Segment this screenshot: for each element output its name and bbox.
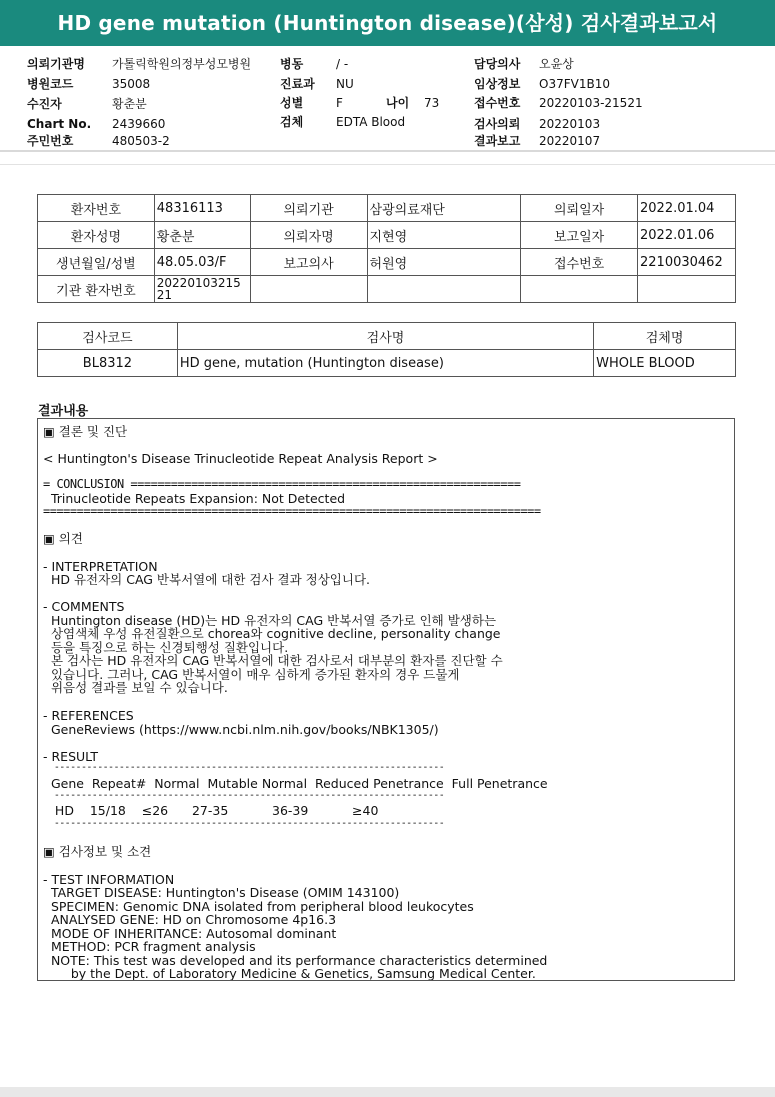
result-report-label: 결과보고 xyxy=(474,134,521,148)
result-line: Huntington disease (HD)는 HD 유전자의 CAG 반복서열 증가로 인해 발생하는 xyxy=(43,613,497,628)
doctor-label: 담당의사 xyxy=(474,57,521,71)
result-line: HD 유전자의 CAG 반복서열에 대한 검사 결과 정상입니다. xyxy=(43,572,371,587)
dept-label: 진료과 xyxy=(280,77,315,91)
age-value: 73 xyxy=(424,96,440,110)
test-cell: HD gene, mutation (Huntington disease) xyxy=(177,350,593,377)
clinical-label: 임상정보 xyxy=(474,77,521,91)
result-line: by the Dept. of Laboratory Medicine & Genetics, Samsung Medical Center. xyxy=(43,966,536,981)
info-cell: 기관 환자번호 xyxy=(38,276,155,303)
result-line: - RESULT xyxy=(43,749,99,764)
result-line: GeneReviews (https://www.ncbi.nlm.nih.gov/books/NBK1305/) xyxy=(43,722,439,737)
info-row xyxy=(38,222,736,249)
info-cell: 접수번호 xyxy=(521,249,638,276)
info-cell: 2210030462 xyxy=(638,249,736,276)
results-box xyxy=(37,418,735,981)
result-line: ▣ 검사정보 및 소견 xyxy=(43,844,152,859)
result-line: MODE OF INHERITANCE: Autosomal dominant xyxy=(43,926,337,941)
test-header-cell: 검사코드 xyxy=(38,323,178,350)
dept-value: NU xyxy=(336,77,354,91)
age-label: 나이 xyxy=(386,96,410,110)
result-line: = CONCLUSION ========================================================== xyxy=(43,477,521,491)
result-line: Trinucleotide Repeats Expansion: Not Detected xyxy=(43,491,346,506)
info-cell: 의뢰일자 xyxy=(521,195,638,222)
result-line: METHOD: PCR fragment analysis xyxy=(43,939,256,954)
page-bottom-band xyxy=(0,1087,775,1097)
info-cell: 생년월일/성별 xyxy=(38,249,155,276)
info-cell: 의뢰기관 xyxy=(250,195,367,222)
test-cell: BL8312 xyxy=(38,350,178,377)
result-line: - COMMENTS xyxy=(43,599,125,614)
report-title: HD gene mutation (Huntington disease)(삼성) 검사결과보고서 xyxy=(0,0,775,46)
doctor-value: 오윤상 xyxy=(539,57,574,71)
test-req-label: 검사의뢰 xyxy=(474,117,521,131)
info-row xyxy=(38,276,736,303)
hosp-code-label: 병원코드 xyxy=(27,77,74,91)
chart-value: 2439660 xyxy=(112,117,166,131)
test-req-value: 20220103 xyxy=(539,117,601,131)
result-line: ▣ 결론 및 진단 xyxy=(43,424,128,439)
patient-info-table xyxy=(37,194,736,303)
result-line: HD 15/18 ≤26 27-35 36-39 ≥40 xyxy=(43,803,379,818)
ward-value: / - xyxy=(336,57,349,71)
result-line: NOTE: This test was developed and its performance characteristics determined xyxy=(43,953,548,968)
info-cell: 황춘분 xyxy=(154,222,250,249)
info-cell xyxy=(638,276,736,303)
result-line: - TEST INFORMATION xyxy=(43,872,175,887)
clinical-value: O37FV1B10 xyxy=(539,77,610,91)
info-cell: 2022.01.06 xyxy=(638,222,736,249)
test-row xyxy=(38,350,736,377)
specimen-label: 검체 xyxy=(280,115,304,129)
header-divider-thin xyxy=(0,164,775,165)
info-cell: 의뢰자명 xyxy=(250,222,367,249)
info-cell: 보고의사 xyxy=(250,249,367,276)
hosp-code-value: 35008 xyxy=(112,77,151,91)
info-cell: 48.05.03/F xyxy=(154,249,250,276)
ward-label: 병동 xyxy=(280,57,304,71)
result-line: 상염색체 우성 유전질환으로 chorea와 cognitive decline, personality change xyxy=(43,626,501,641)
info-cell xyxy=(521,276,638,303)
info-cell: 환자성명 xyxy=(38,222,155,249)
info-cell: 2022010321521 xyxy=(154,276,250,303)
resident-label: 주민번호 xyxy=(27,134,74,148)
sex-value: F xyxy=(336,96,343,110)
result-line: Gene Repeat# Normal Mutable Normal Reduced Penetrance Full Penetrance xyxy=(43,776,548,791)
patient-label: 수진자 xyxy=(27,97,62,111)
receipt-label: 접수번호 xyxy=(474,96,521,110)
req-org-label: 의뢰기관명 xyxy=(27,57,85,71)
result-line: - REFERENCES xyxy=(43,708,134,723)
test-header-cell: 검사명 xyxy=(177,323,593,350)
result-line: SPECIMEN: Genomic DNA isolated from peripheral blood leukocytes xyxy=(43,899,474,914)
result-line: ▣ 의견 xyxy=(43,531,83,546)
result-line: ANALYSED GENE: HD on Chromosome 4p16.3 xyxy=(43,912,337,927)
info-row xyxy=(38,249,736,276)
result-line: < Huntington's Disease Trinucleotide Repeat Analysis Report > xyxy=(43,451,438,466)
result-line: ------------------------------------------------------------------------ xyxy=(43,762,445,773)
header-divider xyxy=(0,150,775,152)
result-line: 위음성 결과를 보일 수 있습니다. xyxy=(43,680,228,695)
info-row xyxy=(38,195,736,222)
result-line: 있습니다. 그러나, CAG 반복서열이 매우 심하게 증가된 환자의 경우 드물게 xyxy=(43,667,460,682)
result-line: - INTERPRETATION xyxy=(43,559,158,574)
test-cell: WHOLE BLOOD xyxy=(594,350,736,377)
result-line: TARGET DISEASE: Huntington's Disease (OMIM 143100) xyxy=(43,885,400,900)
chart-label: Chart No. xyxy=(27,117,92,131)
info-cell: 보고일자 xyxy=(521,222,638,249)
result-line: ========================================================================== xyxy=(43,504,541,518)
test-header-row xyxy=(38,323,736,350)
result-line: ------------------------------------------------------------------------ xyxy=(43,818,445,829)
info-cell xyxy=(250,276,367,303)
receipt-value: 20220103-21521 xyxy=(539,96,643,110)
patient-value: 황춘분 xyxy=(112,97,147,111)
result-line: ------------------------------------------------------------------------ xyxy=(43,790,445,801)
info-cell: 지현영 xyxy=(367,222,521,249)
test-header-cell: 검체명 xyxy=(594,323,736,350)
info-cell: 환자번호 xyxy=(38,195,155,222)
info-cell xyxy=(367,276,521,303)
results-section-title: 결과내용 xyxy=(38,404,89,419)
req-org-value: 가톨릭학원의정부성모병원 xyxy=(112,57,252,71)
info-cell: 2022.01.04 xyxy=(638,195,736,222)
specimen-value: EDTA Blood xyxy=(336,115,406,129)
result-line: 등을 특징으로 하는 신경퇴행성 질환입니다. xyxy=(43,640,289,655)
result-line: 본 검사는 HD 유전자의 CAG 반복서열에 대한 검사로서 대부분의 환자를 진단할 수 xyxy=(43,653,503,668)
info-cell: 허원영 xyxy=(367,249,521,276)
info-cell: 삼광의료재단 xyxy=(367,195,521,222)
sex-label: 성별 xyxy=(280,96,304,110)
result-report-value: 20220107 xyxy=(539,134,601,148)
info-cell: 48316113 xyxy=(154,195,250,222)
test-table xyxy=(37,322,736,377)
resident-value: 480503-2 xyxy=(112,134,170,148)
